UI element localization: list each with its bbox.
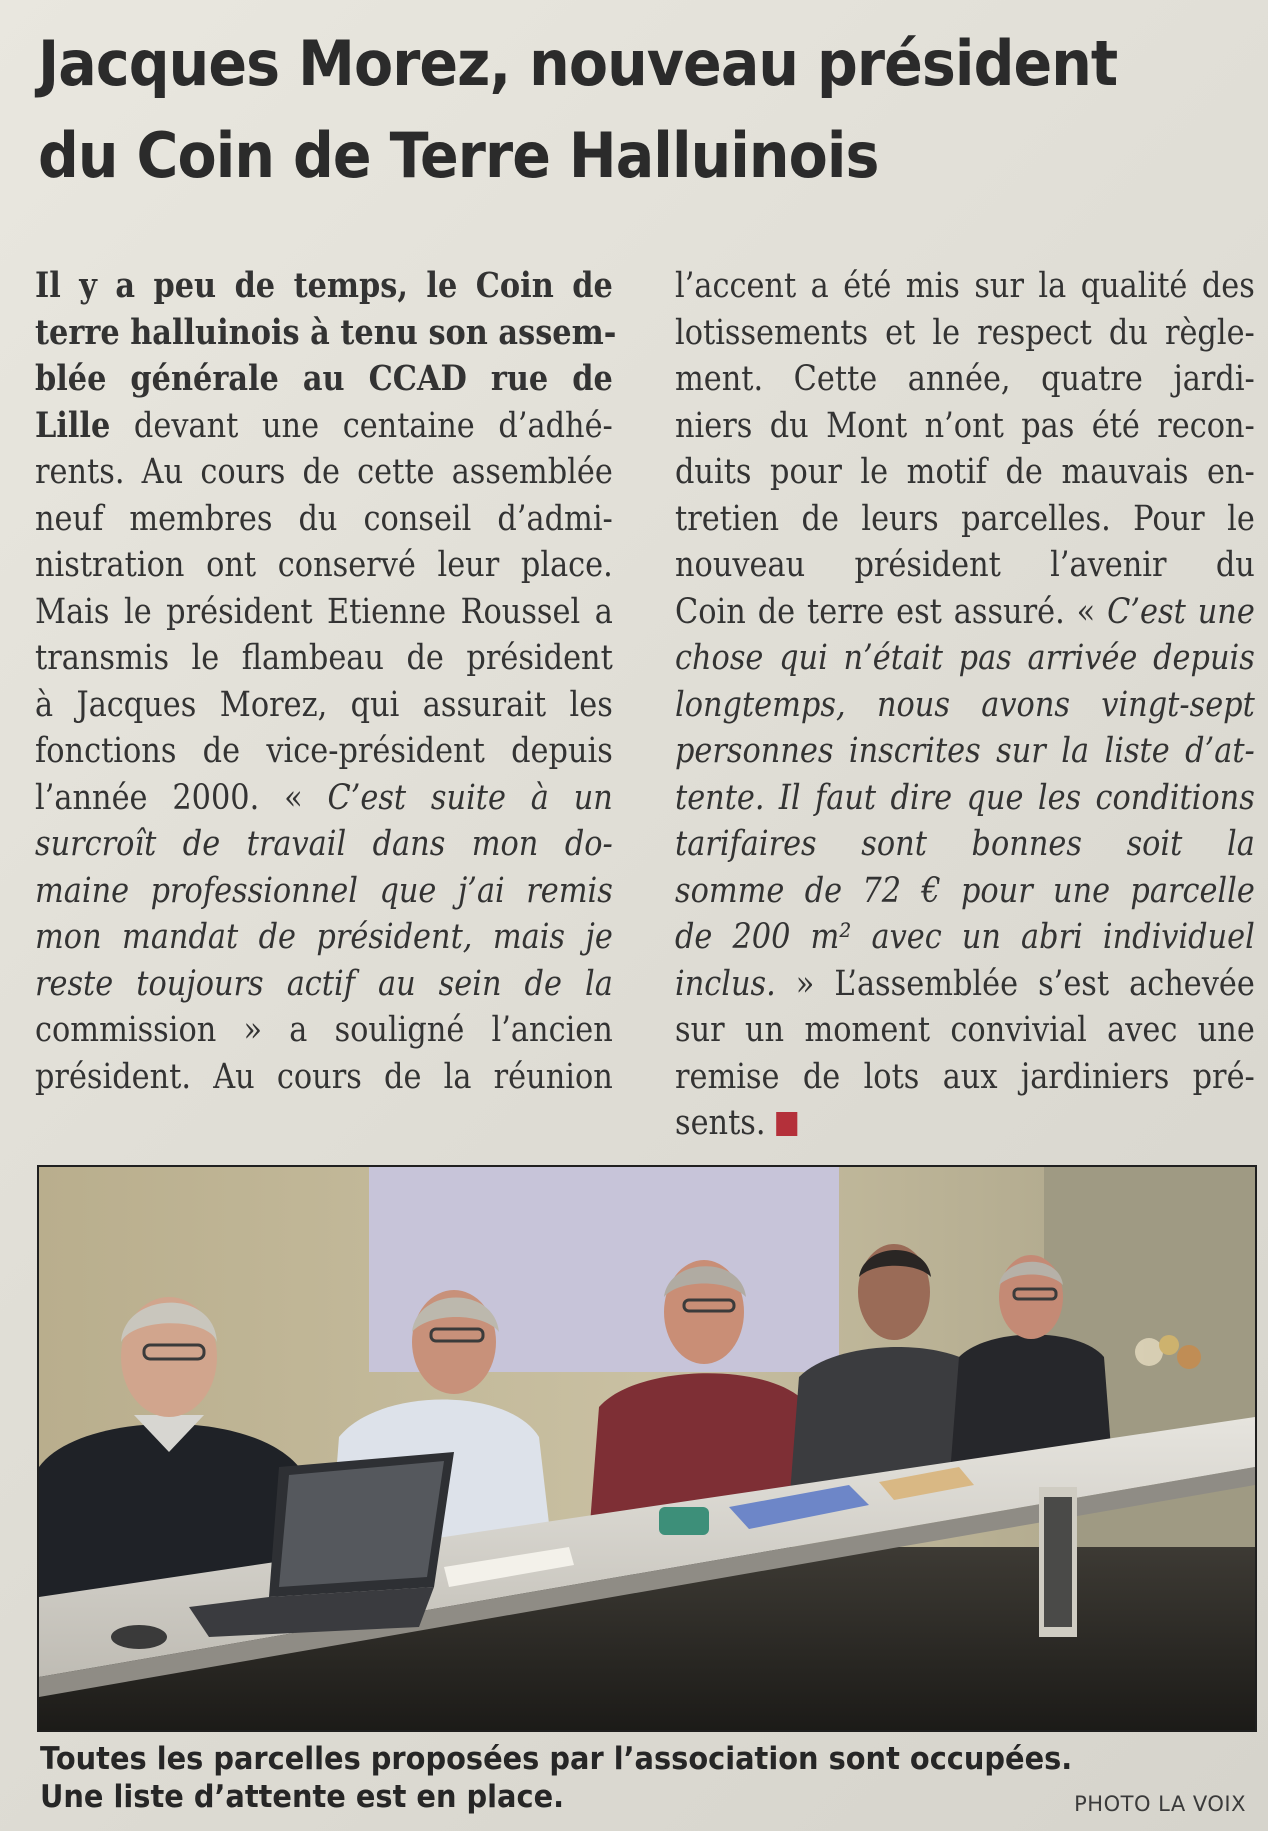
body-line xyxy=(675,961,1255,1008)
body-line xyxy=(675,589,1255,636)
body-line: nouveau président l’avenir du xyxy=(675,545,1255,585)
lead-fragment: Lille xyxy=(35,405,111,446)
body-line: sur un moment convivial avec une xyxy=(675,1010,1255,1050)
quote-line: mon mandat de président, mais je xyxy=(35,917,613,957)
body-line: Mais le président Etienne Roussel a xyxy=(35,591,613,632)
quote-fragment: C’est suite à un xyxy=(327,777,613,818)
quote-line: chose qui n’était pas arrivée depuis xyxy=(675,638,1255,678)
body-line: neuf membres du conseil d’admi- xyxy=(35,498,613,539)
body-fragment: Coin de terre est assuré. « xyxy=(675,591,1108,632)
quote-line: longtemps, nous avons vingt-sept xyxy=(675,684,1255,725)
body-line: duits pour le motif de mauvais en- xyxy=(675,452,1255,492)
body-line: rents. Au cours de cette assemblée xyxy=(35,452,613,492)
body-line: ment. Cette année, quatre jardi- xyxy=(675,359,1255,399)
quote-line: tarifaires sont bonnes soit la xyxy=(675,824,1255,864)
caption-line-2: Une liste d’attente est en place. xyxy=(40,1779,565,1815)
quote-line: surcroît de travail dans mon do- xyxy=(35,824,613,864)
body-line xyxy=(35,403,613,450)
body-line: nistration ont conservé leur place. xyxy=(35,545,613,585)
photo-caption xyxy=(40,1740,1190,1816)
body-fragment: l’année 2000. « xyxy=(35,777,328,818)
caption-line-1: Toutes les parcelles proposées par l’association sont occupées. xyxy=(40,1741,1073,1777)
article-headline xyxy=(38,18,1156,202)
body-line: niers du Mont n’ont pas été recon- xyxy=(675,405,1255,446)
article-column-right xyxy=(675,263,1255,1147)
quote-line: de 200 m² avec un abri individuel xyxy=(675,917,1255,957)
quote-line: personnes inscrites sur la liste d’at- xyxy=(675,731,1255,771)
body-line: commission » a souligné l’ancien xyxy=(35,1010,613,1050)
body-line: transmis le flambeau de président xyxy=(35,638,613,678)
quote-line: reste toujours actif au sein de la xyxy=(35,963,613,1004)
body-fragment: sents. xyxy=(675,1103,766,1143)
lead-line: terre halluinois à tenu son assem- xyxy=(35,312,617,353)
end-of-article-icon xyxy=(776,1112,797,1136)
article-column-left xyxy=(35,263,617,1100)
quote-fragment: inclus. xyxy=(675,963,776,1004)
quote-line: somme de 72 € pour une parcelle xyxy=(675,870,1255,911)
body-line: à Jacques Morez, qui assurait les xyxy=(35,684,613,725)
headline-line-1: Jacques Morez, nouveau président xyxy=(38,27,1118,100)
article-photo xyxy=(37,1165,1257,1732)
body-line: président. Au cours de la réunion xyxy=(35,1056,613,1097)
body-line: tretien de leurs parcelles. Pour le xyxy=(675,498,1255,539)
lead-line: Il y a peu de temps, le Coin de xyxy=(35,266,613,306)
body-line: lotissements et le respect du règle- xyxy=(675,312,1255,353)
quote-line: maine professionnel que j’ai remis xyxy=(35,870,613,911)
quote-line: tente. Il faut dire que les conditions xyxy=(675,777,1255,818)
lead-line: blée générale au CCAD rue de xyxy=(35,359,613,399)
body-line: fonctions de vice-président depuis xyxy=(35,731,613,771)
body-line: l’accent a été mis sur la qualité des xyxy=(675,266,1255,306)
headline-line-2: du Coin de Terre Halluinois xyxy=(38,119,879,192)
body-line xyxy=(675,1100,1255,1147)
photo-credit: PHOTO LA VOIX xyxy=(1074,1792,1246,1816)
meeting-photo-illustration xyxy=(39,1167,1255,1730)
body-fragment: » L’assemblée s’est achevée xyxy=(775,963,1255,1004)
body-line xyxy=(35,775,613,822)
quote-fragment: C’est une xyxy=(1107,591,1255,632)
body-line: remise de lots aux jardiniers pré- xyxy=(675,1056,1255,1097)
body-fragment: devant une centaine d’adhé- xyxy=(110,405,613,446)
